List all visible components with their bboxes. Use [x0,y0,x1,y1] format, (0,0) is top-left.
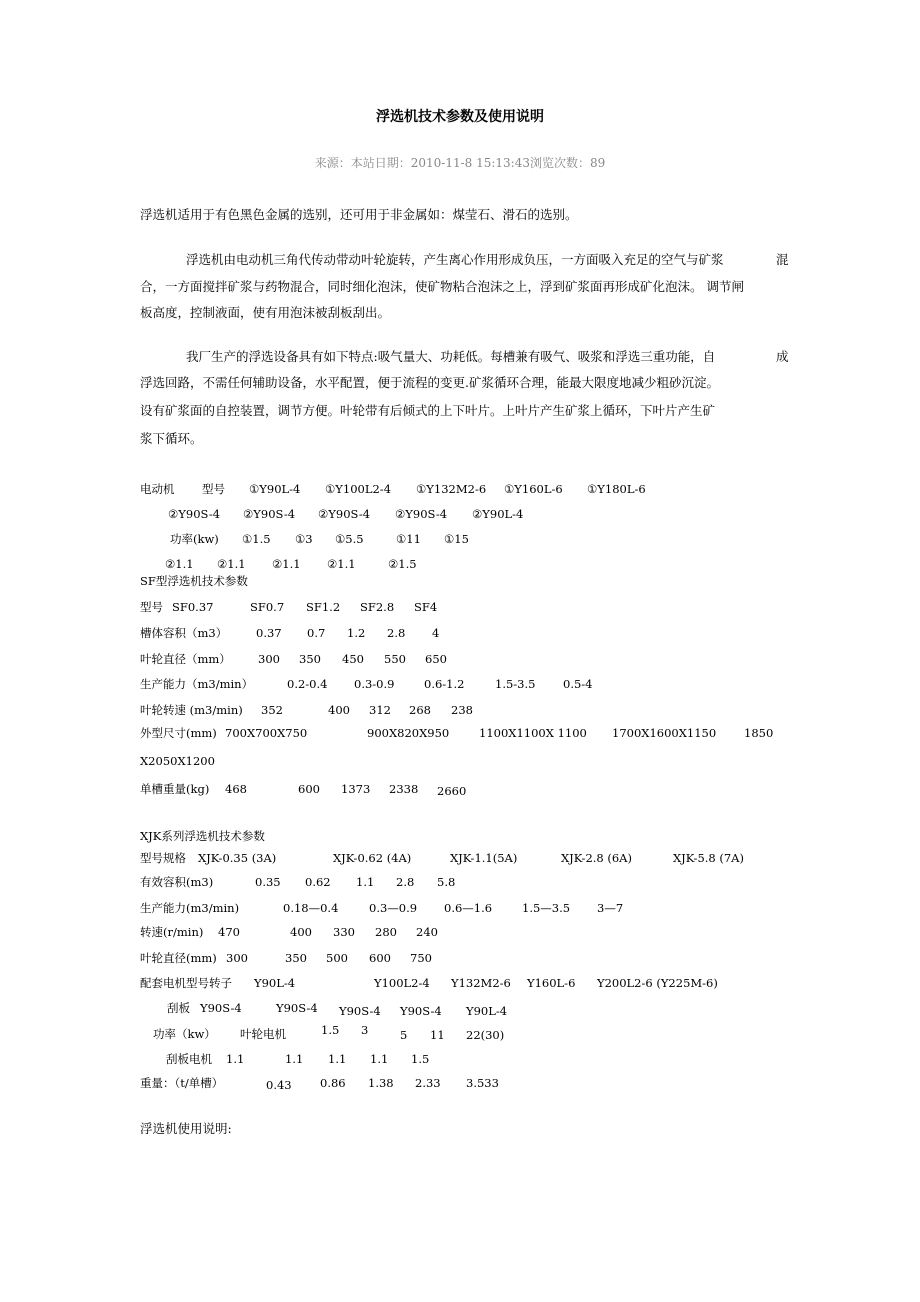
sf-label: 单槽重量(kg) [140,782,210,796]
xjk-cell: 5.8 [437,875,456,889]
xjk-cell: 240 [416,925,438,939]
motor-cell: ①Y132M2-6 [416,482,487,496]
xjk-label: 转速(r/min) [140,925,204,939]
sf-cell: 1.2 [347,626,366,640]
xjk-cell: Y132M2-6 [451,976,511,990]
sf-cell: 352 [261,703,283,717]
xjk-cell: XJK-1.1(5A) [450,851,518,865]
motor-cell: ①3 [295,532,313,546]
sf-cell: 1850 [744,726,774,740]
xjk-cell: 1.5 [321,1023,340,1037]
xjk-cell: 3 [361,1023,369,1037]
xjk-cell: Y90S-4 [276,1001,318,1015]
xjk-label: 有效容积(m3) [140,875,214,889]
sf-label: 型号 [140,600,163,614]
para1-line3: 板高度，控制液面，使有用泡沫被刮板刮出。 [140,305,391,320]
sf-cell: 0.7 [307,626,326,640]
motor-cell: ①Y100L2-4 [325,482,392,496]
xjk-cell: 280 [375,925,397,939]
sf-cell: 600 [298,782,320,796]
sf-cell: 1100X1100X 1100 [479,726,587,740]
xjk-cell: 1.1 [370,1052,389,1066]
sf-cell: 0.2-0.4 [287,677,328,691]
xjk-cell: 1.1 [226,1052,245,1066]
xjk-cell: 0.3—0.9 [369,901,418,915]
sf-cell: 1.5-3.5 [495,677,536,691]
sf-cell: 300 [258,652,280,666]
xjk-label: 刮板电机 [166,1052,212,1066]
xjk-label: 型号规格 [140,851,186,865]
xjk-cell: 1.1 [356,875,375,889]
motor-cell: ②Y90L-4 [472,507,524,521]
xjk-cell: Y160L-6 [527,976,576,990]
xjk-cell: 400 [290,925,312,939]
xjk-cell: 0.18—0.4 [283,901,339,915]
xjk-cell: 350 [285,951,307,965]
xjk-label: 刮板 [167,1001,190,1015]
xjk-cell: 0.62 [305,875,331,889]
xjk-cell: 11 [430,1028,445,1042]
sf-cell: 468 [225,782,247,796]
xjk-label: 叶轮直径(mm) [140,951,217,965]
para1-line1: 浮选机由电动机三角代传动带动叶轮旋转，产生离心作用形成负压，一方面吸入充足的空气与矿浆 [186,252,724,267]
sf-cell: 1700X1600X1150 [612,726,717,740]
para1-line2: 合，一方面搅拌矿浆与药物混合，同时细化泡沫，使矿物粘合泡沫之上，浮到矿浆面再形成矿化泡沫。 调节闸 [140,279,744,294]
sf-cell: 1373 [341,782,371,796]
sf-cell: 0.3-0.9 [354,677,395,691]
motor-cell: ①15 [444,532,469,546]
para2-line2: 浮选回路，不需任何辅助设备，水平配置，便于流程的变更.矿浆循环合理，能最大限度地减少粗砂沉淀。 [140,375,719,390]
xjk-cell: 2.33 [415,1076,441,1090]
sf-cell: 350 [299,652,321,666]
sf-cell: SF0.37 [172,600,214,614]
xjk-cell: 1.38 [368,1076,394,1090]
motor-cell: ②Y90S-4 [318,507,371,521]
xjk-cell: 470 [218,925,240,939]
sf-cell: 900X820X950 [367,726,450,740]
xjk-cell: 3.533 [466,1076,499,1090]
sf-cell: 2.8 [387,626,406,640]
usage-heading: 浮选机使用说明: [140,1121,232,1136]
xjk-label: 功率（kw） [153,1027,216,1041]
sf-cell: 650 [425,652,447,666]
xjk-cell: Y200L2-6 (Y225M-6) [597,976,718,990]
motor-cell: ②1.5 [388,557,417,571]
sf-label: 外型尺寸(mm) [140,726,217,740]
para2-line3: 设有矿浆面的自控装置，调节方便。叶轮带有后倾式的上下叶片。上叶片产生矿浆上循环，下叶片产生矿 [140,403,716,418]
motor-model-label: 型号 [202,482,225,496]
xjk-cell: Y90S-4 [400,1004,442,1018]
sf-cell: 450 [342,652,364,666]
motor-label: 电动机 [140,482,175,496]
xjk-cell: XJK-0.35 (3A) [198,851,277,865]
xjk-cell: Y90S-4 [339,1004,381,1018]
motor-cell: ①Y160L-6 [504,482,563,496]
motor-cell: ②Y90S-4 [243,507,296,521]
sf-cell: 4 [432,626,440,640]
sf-cell: 238 [451,703,473,717]
sf-cell: 0.37 [256,626,282,640]
page-title: 浮选机技术参数及使用说明 [376,109,544,125]
xjk-cell: 3—7 [597,901,624,915]
xjk-cell: 600 [369,951,391,965]
para2-line1-end: 成 [776,349,789,364]
sf-cell: SF1.2 [306,600,341,614]
sf-cell: 0.6-1.2 [424,677,465,691]
sf-cell: SF0.7 [250,600,285,614]
motor-cell: ②1.1 [327,557,356,571]
xjk-label: 叶轮电机 [240,1027,286,1041]
sf-heading: SF型浮选机技术参数 [140,574,248,588]
sf-label: 生产能力（m3/min） [140,677,254,691]
motor-cell: ②1.1 [272,557,301,571]
motor-cell: ②Y90S-4 [168,507,221,521]
sf-label: 槽体容积（m3） [140,626,228,640]
sf-label: 叶轮转速 (m3/min) [140,703,243,717]
xjk-cell: 1.1 [285,1052,304,1066]
sf-cell: 400 [328,703,350,717]
sf-cell: 700X700X750 [225,726,308,740]
xjk-cell: 2.8 [396,875,415,889]
xjk-cell: 1.1 [328,1052,347,1066]
xjk-heading: XJK系列浮选机技术参数 [140,829,265,843]
xjk-cell: Y90L-4 [254,976,296,990]
motor-cell: ②Y90S-4 [395,507,448,521]
xjk-label: 重量：（t/单槽） [140,1076,224,1090]
xjk-cell: 750 [410,951,432,965]
motor-cell: ①Y90L-4 [249,482,301,496]
sf-cell: SF2.8 [360,600,395,614]
sf-cell: 268 [409,703,431,717]
sf-cell: 0.5-4 [563,677,593,691]
xjk-cell: 500 [326,951,348,965]
motor-cell: ①1.5 [242,532,271,546]
xjk-cell: 0.86 [320,1076,346,1090]
motor-cell: ①5.5 [335,532,364,546]
para2-line1: 我厂生产的浮选设备具有如下特点:吸气量大、功耗低。每槽兼有吸气、吸浆和浮选三重功能，自 [186,349,716,364]
xjk-cell: Y90S-4 [200,1001,242,1015]
sf-label: 叶轮直径（mm） [140,652,231,666]
motor-cell: ②1.1 [217,557,246,571]
xjk-cell: 0.43 [266,1078,292,1092]
para2-line4: 浆下循环。 [140,431,203,446]
sf-size-cont: X2050X1200 [140,754,215,768]
motor-cell: ①Y180L-6 [587,482,646,496]
xjk-cell: 22(30) [466,1028,505,1042]
sf-cell: 550 [384,652,406,666]
xjk-cell: XJK-2.8 (6A) [561,851,632,865]
xjk-cell: 300 [226,951,248,965]
sf-cell: 312 [369,703,391,717]
sf-cell: 2660 [437,784,467,798]
xjk-cell: 1.5—3.5 [522,901,571,915]
xjk-cell: XJK-5.8 (7A) [673,851,744,865]
xjk-cell: Y100L2-4 [374,976,430,990]
motor-power-label: 功率(kw) [170,532,219,546]
xjk-cell: 0.6—1.6 [444,901,493,915]
xjk-cell: 0.35 [255,875,281,889]
sf-cell: SF4 [414,600,438,614]
para1-line1-end: 混 [776,252,789,267]
xjk-cell: Y90L-4 [466,1004,508,1018]
sf-cell: 2338 [389,782,419,796]
xjk-cell: 5 [400,1028,408,1042]
xjk-cell: 330 [333,925,355,939]
motor-cell: ①11 [396,532,421,546]
meta-line: 来源：本站日期：2010-11-8 15:13:43浏览次数：89 [314,156,606,170]
xjk-cell: 1.5 [411,1052,430,1066]
xjk-cell: XJK-0.62 (4A) [333,851,412,865]
intro-text: 浮选机适用于有色黑色金属的选别，还可用于非金属如：煤莹石、滑石的选别。 [140,207,578,222]
xjk-label: 配套电机型号转子 [140,976,232,990]
xjk-label: 生产能力(m3/min) [140,901,240,915]
motor-cell: ②1.1 [165,557,194,571]
